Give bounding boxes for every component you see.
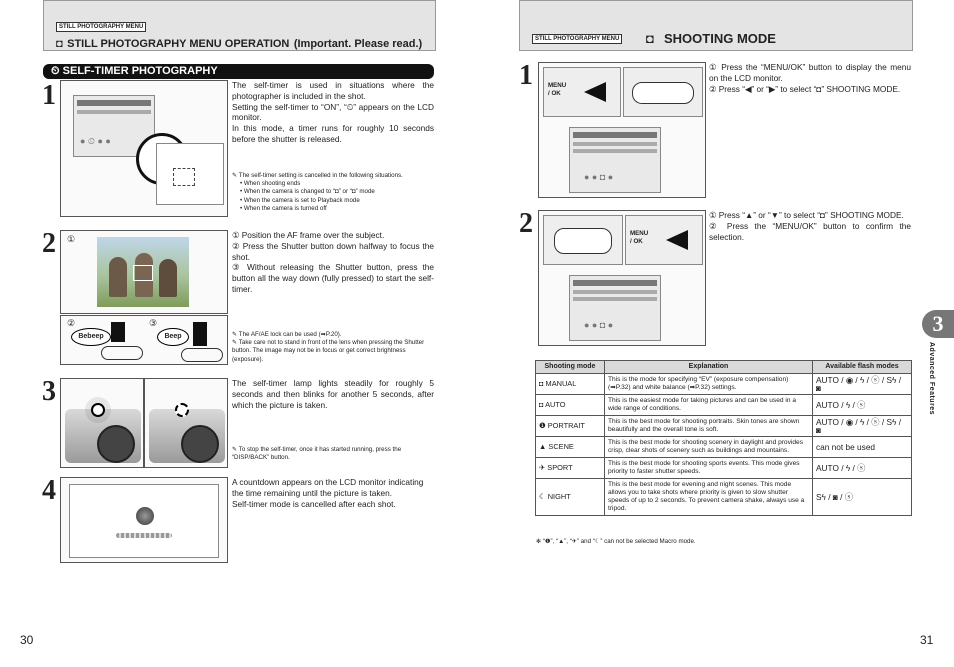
- step-number: 1: [519, 60, 533, 91]
- instruction-item: ② Press “◀” or “▶” to select “◘” SHOOTING MODE.: [709, 83, 901, 94]
- dpad-panel: [543, 215, 623, 265]
- step3-text: The self-timer lamp lights steadily for roughly 5 seconds and then blinks for another 5 seconds, after which the picture is taken.: [232, 378, 434, 410]
- mode-icon: ◘: [539, 379, 544, 388]
- right-step1-illustration: [538, 62, 706, 198]
- menu-ok-label: MENU / OK: [548, 82, 567, 98]
- camera-icon: ◘: [56, 38, 63, 50]
- instruction-item: ① Position the AF frame over the subject.: [232, 230, 385, 240]
- instruction-item: ② Press the “MENU/OK” button to confirm the selection.: [709, 220, 911, 242]
- mode-explanation: This is the mode for specifying “EV” (exposure compensation) (➡P.32) and white balance (➡P.32) settings.: [605, 374, 813, 395]
- countdown-lcd: [69, 484, 219, 558]
- step4-text: A countdown appears on the LCD monitor indicating the time remaining until the picture is taken. Self-timer mode is cancelled after each shot.: [232, 477, 424, 509]
- sub-marker: ②: [67, 318, 76, 328]
- mode-name: AUTO: [545, 400, 566, 409]
- mode-icon: ✈: [539, 463, 546, 472]
- camera-icon: ◘: [646, 31, 654, 46]
- chapter-label: Advanced Features: [928, 342, 935, 416]
- shooting-mode-table: [535, 360, 912, 516]
- mode-icon: ❶: [539, 421, 546, 430]
- page-number: 31: [920, 633, 934, 647]
- right-header: [519, 0, 913, 51]
- table-header-row: [536, 361, 912, 374]
- memo-icon: ✎: [232, 331, 238, 338]
- left-header-title: STILL PHOTOGRAPHY MENU OPERATION: [67, 38, 290, 50]
- step-number: 3: [42, 376, 56, 407]
- menu-lcd: [569, 127, 661, 193]
- arrow-pointer: [666, 230, 688, 250]
- flash-modes: AUTO / ϟ / ⓢ: [813, 458, 912, 479]
- note-item: • When the camera is set to Playback mode: [240, 196, 360, 204]
- instruction-item: ③ Without releasing the Shutter button, press the button all the way down (fully pressed) to start the self-timer.: [232, 262, 434, 294]
- right-step2-instructions: [709, 210, 911, 242]
- menu-button-panel: [625, 215, 703, 265]
- af-frame: [133, 265, 153, 281]
- right-step1-instructions: [709, 62, 911, 94]
- table-footnote: ✻ “❶”, “▲”, “✈” and “☾” can not be selected Macro mode.: [536, 538, 696, 545]
- step-number: 1: [42, 80, 56, 111]
- step3-note: ✎ To stop the self-timer, once it has started running, press the “DISP/BACK” button.: [232, 446, 402, 462]
- left-header-title-row: [56, 34, 431, 52]
- sub-marker: ③: [149, 318, 158, 328]
- note-item: • When the camera is turned off: [240, 204, 327, 212]
- step1-note: [232, 172, 434, 213]
- finger: [181, 348, 223, 362]
- person: [159, 259, 177, 297]
- countdown-indicator: [136, 507, 154, 525]
- mode-name: PORTRAIT: [547, 421, 585, 430]
- right-header-title: SHOOTING MODE: [664, 31, 776, 46]
- step2-notes: ✎ The AF/AE lock can be used (➡P.20). ✎ Take care not to stand in front of the lens when pressing the Shutter button. The image may not be in focus or get correct brightness (exposure).: [232, 331, 425, 363]
- step-number: 2: [42, 228, 56, 259]
- mode-name: SCENE: [548, 442, 574, 451]
- section-title-bar: [43, 64, 434, 79]
- table-row: [536, 458, 912, 479]
- note-item: • When shooting ends: [240, 180, 301, 188]
- step1-illustration: [60, 80, 228, 217]
- finger: [101, 346, 143, 360]
- mode-explanation: This is the best mode for shooting portraits. Skin tones are shown beautifully and the overall tone is soft.: [605, 416, 813, 437]
- right-header-tag: STILL PHOTOGRAPHY MENU: [532, 34, 622, 44]
- section-title: SELF-TIMER PHOTOGRAPHY: [62, 65, 218, 77]
- step4-illustration: [60, 477, 228, 563]
- lens: [181, 425, 219, 463]
- left-header-note: (Important. Please read.): [293, 38, 423, 50]
- flash-modes: AUTO / ◉ / ϟ / ⓢ / Sϟ / ◙: [813, 374, 912, 395]
- step-number: 4: [42, 475, 56, 506]
- column-header: Available flash modes: [813, 361, 912, 374]
- menu-lcd: [569, 275, 661, 341]
- mode-explanation: This is the best mode for evening and night scenes. This mode allows you to take shots where priority is given to slow shutter speeds of up to 2 seconds. To prevent camera shake, always use a tripod.: [605, 479, 813, 516]
- memo-icon: ✎: [232, 172, 238, 179]
- shutter-button: [193, 322, 207, 346]
- dpad: [554, 228, 612, 254]
- flash-modes: AUTO / ϟ / ⓢ: [813, 395, 912, 416]
- step2-instructions: [232, 230, 434, 295]
- table-row: [536, 437, 912, 458]
- menu-icons-row: ● ● ◘ ●: [584, 320, 614, 330]
- memo-icon: ✎: [232, 446, 238, 453]
- person: [109, 257, 127, 297]
- menu-button-panel: [543, 67, 621, 117]
- step-number: 2: [519, 208, 533, 239]
- flash-modes: can not be used: [813, 437, 912, 458]
- countdown-bar: [116, 533, 172, 538]
- flash-modes: AUTO / ◉ / ϟ / ⓢ / Sϟ / ◙: [813, 416, 912, 437]
- mode-explanation: This is the best mode for shooting scenery in daylight and provides crisp, clear shots of scenery such as buildings and mountains.: [605, 437, 813, 458]
- dpad-panel: [623, 67, 703, 117]
- table-row: [536, 416, 912, 437]
- lens: [97, 425, 135, 463]
- column-header: Shooting mode: [536, 361, 605, 374]
- sound-bubble: Beep: [157, 328, 189, 346]
- table-row: [536, 374, 912, 395]
- step3-illustration-a: [60, 378, 144, 468]
- mode-name: SPORT: [547, 463, 573, 472]
- self-timer-icon: ⏲: [51, 65, 60, 77]
- note-lead: The self-timer setting is cancelled in the following situations.: [238, 172, 403, 179]
- mode-icon: ◘: [539, 400, 544, 409]
- column-header: Explanation: [605, 361, 813, 374]
- instruction-item: ① Press “▲” or “▼” to select “◘” SHOOTING MODE.: [709, 210, 904, 220]
- sub-marker: ①: [67, 234, 76, 244]
- af-frame: [173, 168, 195, 186]
- mode-icon: ▲: [539, 442, 547, 451]
- chapter-tab: 3: [922, 310, 954, 338]
- right-step2-illustration: [538, 210, 706, 346]
- timer-lamp: [91, 403, 105, 417]
- mode-explanation: This is the easiest mode for taking pictures and can be used in a wide range of conditions.: [605, 395, 813, 416]
- step2-shutter-frame: [60, 315, 228, 365]
- mode-name: NIGHT: [547, 492, 571, 501]
- step1-text: The self-timer is used in situations where the photographer is included in the shot. Setting the self-timer to “ON”, “⏲” appears on the LCD monitor. In this mode, a timer runs for roughly 10 seconds before the shutter is released.: [232, 80, 434, 144]
- step2-photo-frame: [60, 230, 228, 314]
- arrow-pointer: [584, 82, 606, 102]
- table-row: [536, 395, 912, 416]
- table-row: [536, 479, 912, 516]
- dpad: [632, 82, 694, 104]
- left-header-tag: STILL PHOTOGRAPHY MENU: [56, 22, 146, 32]
- timer-lamp: [175, 403, 189, 417]
- left-header: [43, 0, 436, 51]
- page-number: 30: [20, 633, 34, 647]
- shutter-button: [111, 322, 125, 342]
- flash-modes: Sϟ / ◙ / ⓢ: [813, 479, 912, 516]
- note-item: • When the camera is changed to “◘” or “◘” mode: [240, 188, 375, 196]
- mode-name: MANUAL: [545, 379, 577, 388]
- memo-icon: ✎: [232, 339, 238, 347]
- lcd-preview: [156, 143, 224, 205]
- sound-bubble: Bebeep: [71, 328, 111, 346]
- menu-icons-row: ● ● ◘ ●: [584, 172, 614, 182]
- mode-explanation: This is the best mode for shooting sports events. This mode gives priority to faster shutter speeds.: [605, 458, 813, 479]
- menu-icons-row: ● ⏲ ● ●: [80, 136, 111, 146]
- instruction-item: ① Press the “MENU/OK” button to display the menu on the LCD monitor.: [709, 62, 911, 83]
- mode-icon: ☾: [539, 492, 546, 501]
- step3-illustration-b: [144, 378, 228, 468]
- group-photo: [97, 237, 189, 307]
- menu-ok-label: MENU / OK: [630, 230, 649, 246]
- instruction-item: ② Press the Shutter button down halfway to focus the shot.: [232, 240, 434, 262]
